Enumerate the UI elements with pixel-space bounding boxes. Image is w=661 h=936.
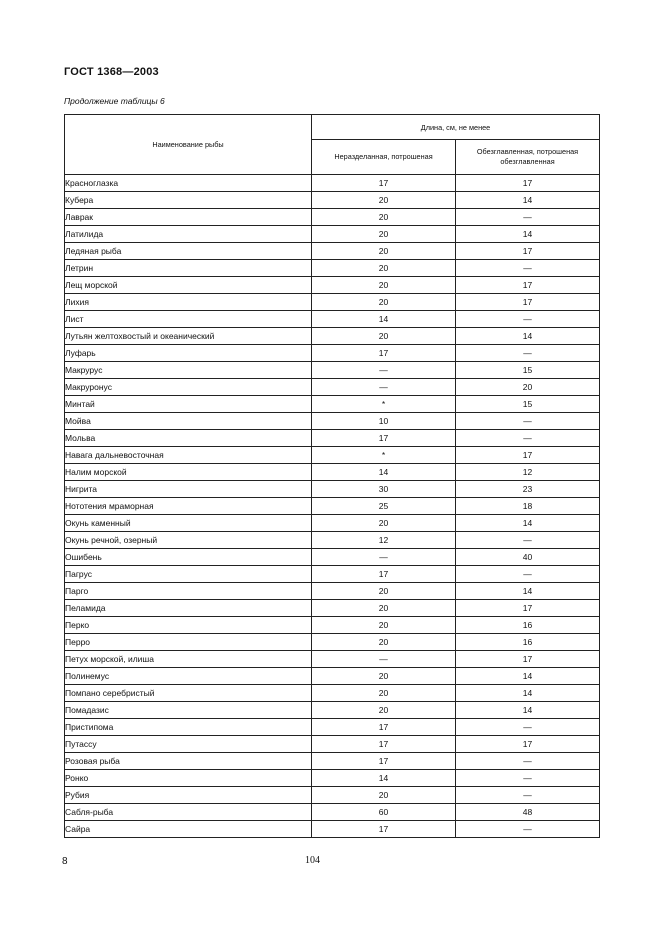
length-whole-cell: 20	[312, 226, 456, 243]
table-row	[65, 719, 600, 736]
length-whole-cell: —	[312, 379, 456, 396]
length-whole-cell: 17	[312, 175, 456, 192]
fish-name-cell: Ледяная рыба	[65, 243, 312, 260]
fish-name-cell: Красноглазка	[65, 175, 312, 192]
length-whole-cell: 20	[312, 192, 456, 209]
fish-name-cell: Луфарь	[65, 345, 312, 362]
fish-name-cell: Лещ морской	[65, 277, 312, 294]
table-row	[65, 345, 600, 362]
table-row	[65, 430, 600, 447]
table-row	[65, 498, 600, 515]
length-whole-cell: 20	[312, 243, 456, 260]
fish-name-cell: Парго	[65, 583, 312, 600]
length-headless-cell: 16	[456, 634, 600, 651]
length-whole-cell: 17	[312, 821, 456, 838]
fish-name-cell: Мольва	[65, 430, 312, 447]
length-headless-cell: 17	[456, 736, 600, 753]
length-headless-cell: 17	[456, 277, 600, 294]
fish-name-cell: Рубия	[65, 787, 312, 804]
column-header-length: Длина, см, не менее	[312, 115, 600, 140]
table-row	[65, 192, 600, 209]
length-whole-cell: 20	[312, 260, 456, 277]
length-whole-cell: 10	[312, 413, 456, 430]
length-headless-cell: 23	[456, 481, 600, 498]
fish-name-cell: Розовая рыба	[65, 753, 312, 770]
length-headless-cell: —	[456, 209, 600, 226]
length-whole-cell: 20	[312, 702, 456, 719]
length-whole-cell: 20	[312, 634, 456, 651]
table-row	[65, 328, 600, 345]
length-headless-cell: —	[456, 566, 600, 583]
table-row	[65, 668, 600, 685]
table-row	[65, 685, 600, 702]
length-whole-cell: —	[312, 362, 456, 379]
fish-name-cell: Лихия	[65, 294, 312, 311]
fish-name-cell: Перко	[65, 617, 312, 634]
length-headless-cell: —	[456, 770, 600, 787]
length-headless-cell: —	[456, 532, 600, 549]
fish-name-cell: Макруронус	[65, 379, 312, 396]
length-whole-cell: 20	[312, 600, 456, 617]
table-row	[65, 600, 600, 617]
length-whole-cell: 14	[312, 311, 456, 328]
fish-name-cell: Окунь каменный	[65, 515, 312, 532]
length-whole-cell: 14	[312, 464, 456, 481]
length-headless-cell: 14	[456, 668, 600, 685]
fish-name-cell: Помпано серебристый	[65, 685, 312, 702]
length-whole-cell: 20	[312, 787, 456, 804]
table-row	[65, 311, 600, 328]
table-row	[65, 481, 600, 498]
table-row	[65, 821, 600, 838]
fish-name-cell: Пеламида	[65, 600, 312, 617]
table-row	[65, 753, 600, 770]
length-headless-cell: 17	[456, 600, 600, 617]
table-row	[65, 294, 600, 311]
length-headless-cell: 14	[456, 192, 600, 209]
table-row	[65, 634, 600, 651]
table-row	[65, 804, 600, 821]
fish-name-cell: Полинемус	[65, 668, 312, 685]
table-row	[65, 260, 600, 277]
table-row	[65, 243, 600, 260]
table-row	[65, 362, 600, 379]
fish-name-cell: Ронко	[65, 770, 312, 787]
length-headless-cell: 14	[456, 515, 600, 532]
length-whole-cell: 17	[312, 736, 456, 753]
fish-name-cell: Путассу	[65, 736, 312, 753]
length-headless-cell: 18	[456, 498, 600, 515]
table-row	[65, 447, 600, 464]
length-whole-cell: 25	[312, 498, 456, 515]
length-headless-cell: 14	[456, 685, 600, 702]
table-row	[65, 515, 600, 532]
length-headless-cell: —	[456, 719, 600, 736]
fish-name-cell: Окунь речной, озерный	[65, 532, 312, 549]
column-header-headless-gutted: Обезглавленная, потрошеная обезглавленная	[456, 140, 600, 175]
length-whole-cell: 17	[312, 719, 456, 736]
length-headless-cell: —	[456, 413, 600, 430]
sheet-number: 104	[305, 855, 320, 866]
fish-name-cell: Лутьян желтохвостый и океанический	[65, 328, 312, 345]
length-headless-cell: —	[456, 311, 600, 328]
length-headless-cell: —	[456, 753, 600, 770]
length-whole-cell: 20	[312, 209, 456, 226]
fish-name-cell: Сайра	[65, 821, 312, 838]
length-headless-cell: 14	[456, 702, 600, 719]
length-headless-cell: 14	[456, 226, 600, 243]
length-headless-cell: 15	[456, 362, 600, 379]
length-whole-cell: 30	[312, 481, 456, 498]
fish-name-cell: Петух морской, илиша	[65, 651, 312, 668]
fish-name-cell: Нототения мраморная	[65, 498, 312, 515]
fish-name-cell: Помадазис	[65, 702, 312, 719]
length-headless-cell: —	[456, 430, 600, 447]
document-title: ГОСТ 1368—2003	[64, 66, 159, 78]
fish-name-cell: Сабля-рыба	[65, 804, 312, 821]
length-headless-cell: 40	[456, 549, 600, 566]
table-row	[65, 209, 600, 226]
length-whole-cell: 14	[312, 770, 456, 787]
length-headless-cell: —	[456, 821, 600, 838]
length-headless-cell: 48	[456, 804, 600, 821]
length-whole-cell: *	[312, 447, 456, 464]
length-headless-cell: —	[456, 345, 600, 362]
length-whole-cell: —	[312, 549, 456, 566]
length-whole-cell: 17	[312, 345, 456, 362]
fish-name-cell: Кубера	[65, 192, 312, 209]
length-whole-cell: 20	[312, 668, 456, 685]
column-header-name: Наименование рыбы	[65, 115, 312, 175]
fish-name-cell: Латилида	[65, 226, 312, 243]
table-row	[65, 532, 600, 549]
fish-name-cell: Пагрус	[65, 566, 312, 583]
fish-name-cell: Ошибень	[65, 549, 312, 566]
table-caption: Продолжение таблицы 6	[64, 96, 165, 106]
page-number: 8	[62, 856, 68, 867]
length-headless-cell: —	[456, 787, 600, 804]
table-row	[65, 702, 600, 719]
table-row	[65, 549, 600, 566]
length-whole-cell: 20	[312, 294, 456, 311]
length-whole-cell: 20	[312, 583, 456, 600]
table-row	[65, 464, 600, 481]
length-whole-cell: 17	[312, 430, 456, 447]
fish-name-cell: Минтай	[65, 396, 312, 413]
table-row	[65, 277, 600, 294]
length-headless-cell: 12	[456, 464, 600, 481]
length-headless-cell: 17	[456, 243, 600, 260]
table-row	[65, 413, 600, 430]
length-headless-cell: —	[456, 260, 600, 277]
table-row	[65, 787, 600, 804]
fish-name-cell: Перро	[65, 634, 312, 651]
fish-name-cell: Лаврак	[65, 209, 312, 226]
table-row	[65, 175, 600, 192]
length-headless-cell: 14	[456, 328, 600, 345]
fish-name-cell: Летрин	[65, 260, 312, 277]
length-headless-cell: 17	[456, 294, 600, 311]
length-headless-cell: 17	[456, 651, 600, 668]
length-whole-cell: 17	[312, 566, 456, 583]
length-whole-cell: 60	[312, 804, 456, 821]
table-row	[65, 583, 600, 600]
table-row	[65, 770, 600, 787]
fish-name-cell: Нигрита	[65, 481, 312, 498]
length-whole-cell: 20	[312, 515, 456, 532]
length-headless-cell: 17	[456, 447, 600, 464]
table-header	[65, 115, 600, 175]
fish-name-cell: Макрурус	[65, 362, 312, 379]
length-headless-cell: 17	[456, 175, 600, 192]
table-row	[65, 651, 600, 668]
table-row	[65, 617, 600, 634]
table-row	[65, 566, 600, 583]
fish-name-cell: Навага дальневосточная	[65, 447, 312, 464]
length-whole-cell: 20	[312, 617, 456, 634]
fish-name-cell: Пристипома	[65, 719, 312, 736]
table-row	[65, 226, 600, 243]
length-whole-cell: 17	[312, 753, 456, 770]
table-row	[65, 736, 600, 753]
length-whole-cell: *	[312, 396, 456, 413]
length-headless-cell: 15	[456, 396, 600, 413]
table-row	[65, 379, 600, 396]
fish-length-table	[64, 114, 600, 838]
fish-name-cell: Мойва	[65, 413, 312, 430]
length-headless-cell: 16	[456, 617, 600, 634]
length-headless-cell: 20	[456, 379, 600, 396]
length-whole-cell: 20	[312, 277, 456, 294]
length-whole-cell: 20	[312, 685, 456, 702]
fish-name-cell: Лист	[65, 311, 312, 328]
table-body	[65, 175, 600, 838]
length-whole-cell: 12	[312, 532, 456, 549]
length-whole-cell: —	[312, 651, 456, 668]
column-header-whole-gutted: Неразделанная, потрошеная	[312, 140, 456, 175]
length-whole-cell: 20	[312, 328, 456, 345]
table-row	[65, 396, 600, 413]
fish-name-cell: Налим морской	[65, 464, 312, 481]
length-headless-cell: 14	[456, 583, 600, 600]
